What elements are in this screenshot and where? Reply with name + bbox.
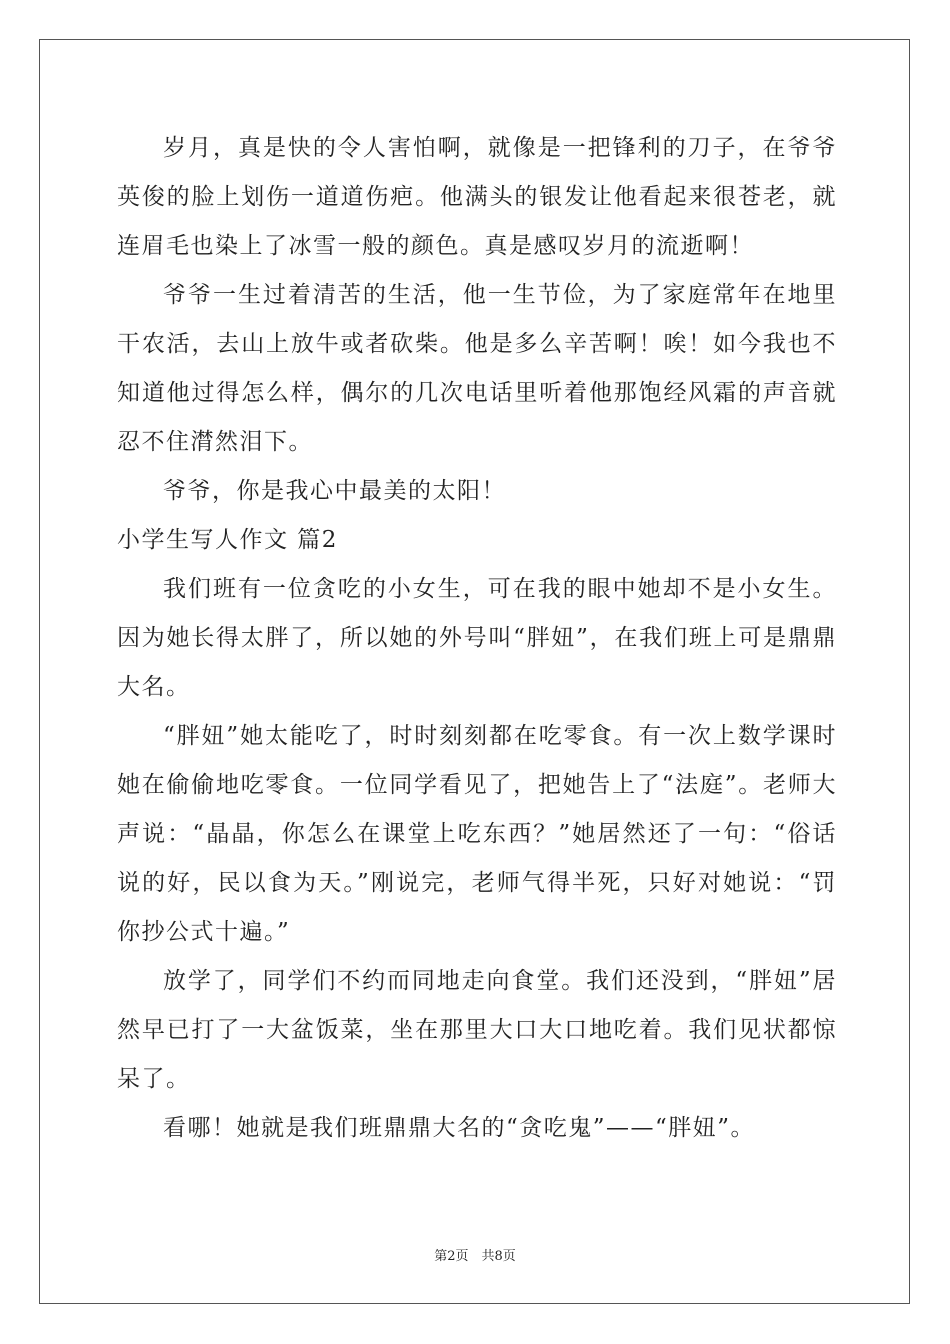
section-heading: 小学生写人作文 篇2	[117, 527, 338, 553]
paragraph: “胖妞”她太能吃了，时时刻刻都在吃零食。有一次上数学课时她在偷偷地吃零食。一位同学看见了，把她告上了“法庭”。老师大声说：“晶晶，你怎么在课堂上吃东西？”她居然还了一句：“俗话说的好，民以食为天。”刚说完，老师气得半死，只好对她说：“罚你抄公式十遍。”	[117, 723, 837, 945]
paragraph: 爷爷，你是我心中最美的太阳！	[163, 478, 506, 504]
paragraph: 我们班有一位贪吃的小女生，可在我的眼中她却不是小女生。因为她长得太胖了，所以她的外号叫“胖妞”，在我们班上可是鼎鼎大名。	[117, 576, 837, 700]
paragraph: 岁月，真是快的令人害怕啊，就像是一把锋利的刀子，在爷爷英俊的脸上划伤一道道伤疤。他满头的银发让他看起来很苍老，就连眉毛也染上了冰雪一般的颜色。真是感叹岁月的流逝啊！	[117, 135, 837, 259]
paragraph: 放学了，同学们不约而同地走向食堂。我们还没到，“胖妞”居然早已打了一大盆饭菜，坐在那里大口大口地吃着。我们见状都惊呆了。	[117, 968, 837, 1092]
paragraph: 爷爷一生过着清苦的生活，他一生节俭，为了家庭常年在地里干农活，去山上放牛或者砍柴。他是多么辛苦啊！唉！如今我也不知道他过得怎么样，偶尔的几次电话里听着他那饱经风霜的声音就忍不住潸然泪下。	[117, 282, 837, 455]
page-footer: 第2页 共8页	[434, 1249, 516, 1264]
document-body	[117, 124, 837, 1153]
paragraph: 看哪！她就是我们班鼎鼎大名的“贪吃鬼”——“胖妞”。	[163, 1115, 756, 1141]
